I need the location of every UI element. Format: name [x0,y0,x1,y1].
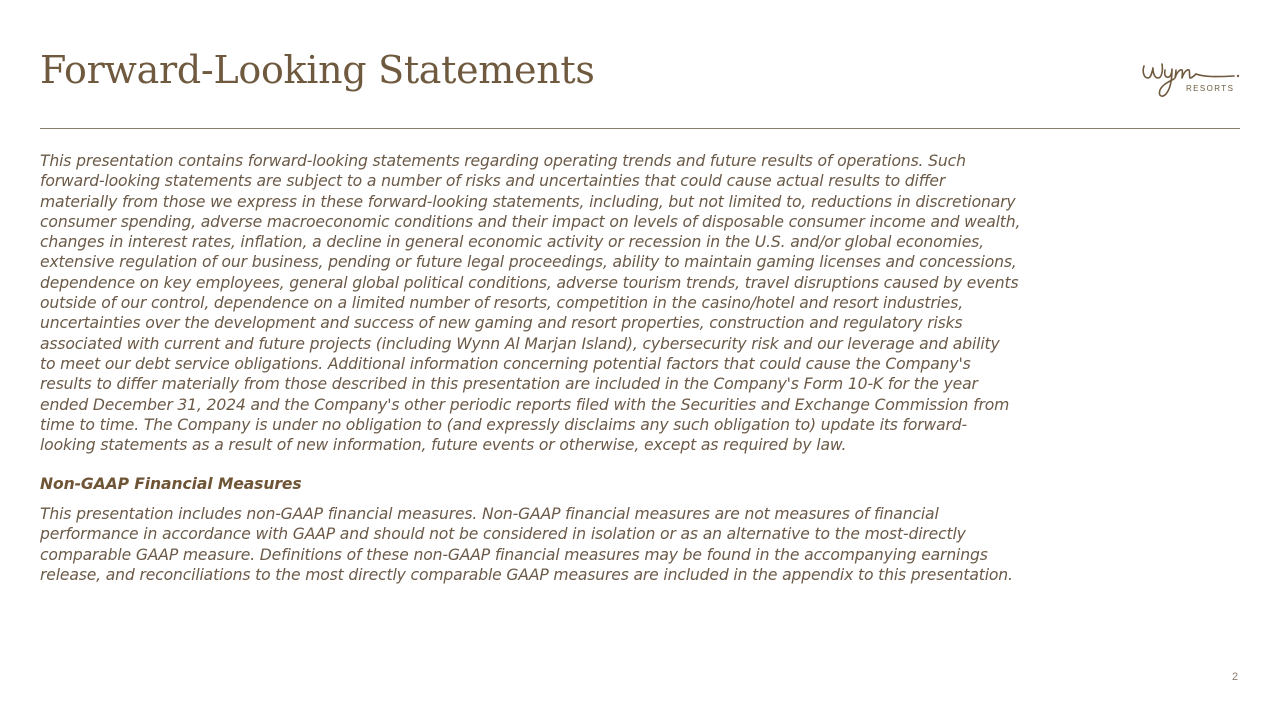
page-number: 2 [1232,671,1239,683]
paragraph-line: associated with current and future projects (including Wynn Al Marjan Island), cybersecurity risk and our leverage and ability [40,334,1000,353]
paragraph-line: performance in accordance with GAAP and should not be considered in isolation or as an alternative to the most-directly [40,525,966,544]
paragraph-line: time to time. The Company is under no obligation to (and expressly disclaims any such obligation to) update its forward- [40,415,967,434]
paragraph-line: uncertainties over the development and success of new gaming and resort properties, construction and regulatory risks [40,314,963,333]
wynn-signature-icon [1138,52,1242,102]
logo-resorts-text: RESORTS [1186,84,1235,93]
paragraph-line: changes in interest rates, inflation, a decline in general economic activity or recession in the U.S. and/or global economies, [40,233,984,252]
paragraph-line: dependence on key employees, general global political conditions, adverse tourism trends, travel disruptions caused by events [40,273,1019,292]
paragraph-line: comparable GAAP measure. Definitions of these non-GAAP financial measures may be found in the accompanying earnings [40,545,988,564]
forward-looking-paragraph [40,151,1245,455]
non-gaap-heading: Non-GAAP Financial Measures [40,475,302,493]
page-title: Forward-Looking Statements [40,48,595,92]
paragraph-line: extensive regulation of our business, pending or future legal proceedings, ability to maintain gaming licenses and concessions, [40,253,1017,272]
paragraph-line: ended December 31, 2024 and the Company's other periodic reports filed with the Securities and Exchange Commission from [40,395,1010,414]
paragraph-line: This presentation contains forward-looking statements regarding operating trends and future results of operations. Such [40,152,966,170]
paragraph-line: release, and reconciliations to the most directly comparable GAAP measures are included in the appendix to this presentation. [40,565,1013,584]
paragraph-line: forward-looking statements are subject to a number of risks and uncertainties that could cause actual results to differ [40,172,946,191]
title-divider [40,128,1240,129]
paragraph-line: looking statements as a result of new information, future events or otherwise, except as required by law. [40,436,847,455]
paragraph-line: materially from those we express in these forward-looking statements, including, but not limited to, reductions in discretionary [40,192,1016,211]
non-gaap-paragraph [40,504,1245,585]
paragraph-line: This presentation includes non-GAAP financial measures. Non-GAAP financial measures are not measures of financial [40,505,939,523]
wynn-resorts-logo [1138,52,1242,102]
paragraph-line: outside of our control, dependence on a limited number of resorts, competition in the casino/hotel and resort industries, [40,294,964,313]
paragraph-line: to meet our debt service obligations. Additional information concerning potential factors that could cause the Company's [40,354,971,373]
paragraph-line: results to differ materially from those described in this presentation are included in the Company's Form 10-K for the year [40,375,978,394]
paragraph-line: consumer spending, adverse macroeconomic conditions and their impact on levels of disposable consumer income and wealth, [40,212,1021,231]
